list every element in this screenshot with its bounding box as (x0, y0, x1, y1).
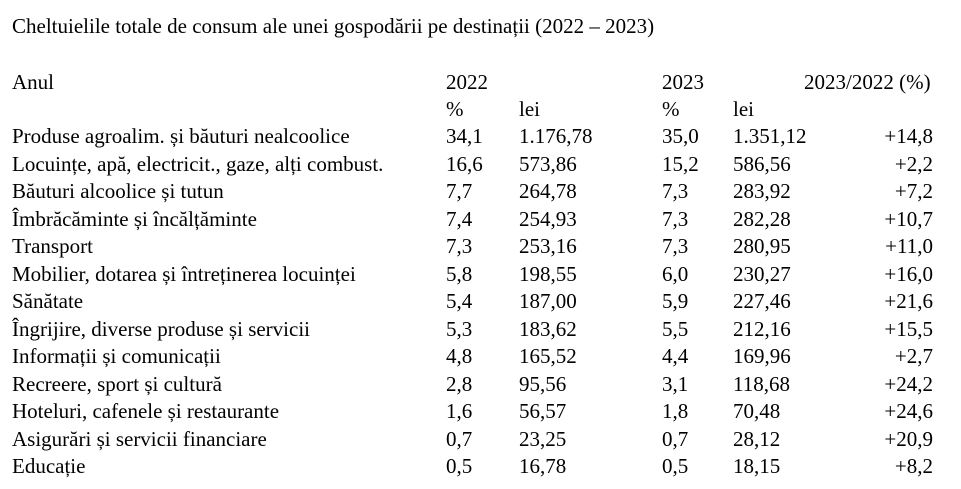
lei-2023-cell: 586,56 (733, 151, 791, 176)
lei-2023-cell: 230,27 (733, 261, 791, 286)
category-name: Sănătate (12, 289, 84, 313)
year-2023-header: 2023 (662, 70, 704, 94)
category-name: Îmbrăcăminte și încălțăminte (12, 206, 257, 231)
category-name: Educație (12, 454, 86, 478)
pct-2022-cell: 16,6 (446, 151, 483, 176)
lei-2022-cell: 198,55 (519, 261, 577, 286)
lei-unit-2023: lei (733, 97, 754, 121)
pct-2022-cell: 4,8 (446, 344, 473, 368)
table-row (12, 178, 933, 206)
change-cell: +14,8 (884, 124, 933, 148)
table-row (12, 371, 933, 399)
category-name: Îngrijire, diverse produse și servicii (12, 316, 310, 341)
category-name: Hoteluri, cafenele și restaurante (12, 399, 280, 423)
pct-2023-cell: 7,3 (662, 206, 689, 231)
lei-2023-cell: 70,48 (733, 399, 781, 423)
change-cell: +2,7 (894, 344, 933, 368)
pct-unit-2022: % (446, 97, 464, 121)
category-name: Produse agroalim. și băuturi nealcoolice (12, 124, 350, 148)
lei-2022-cell: 187,00 (519, 289, 577, 313)
pct-2022-cell: 34,1 (446, 124, 483, 148)
pct-2023-cell: 4,4 (662, 344, 689, 368)
lei-2023-cell: 212,16 (733, 316, 791, 341)
lei-2022-cell: 95,56 (519, 371, 567, 396)
table-row (12, 233, 933, 261)
pct-2022-cell: 2,8 (446, 371, 473, 396)
pct-2022-cell: 7,3 (446, 234, 473, 258)
category-name: Mobilier, dotarea și întreținerea locuinței (12, 261, 356, 286)
lei-2022-cell: 16,78 (519, 454, 567, 478)
lei-2023-cell: 118,68 (733, 371, 790, 396)
table-row (12, 316, 933, 344)
lei-2022-cell: 1.176,78 (519, 124, 593, 148)
change-cell: +10,7 (884, 206, 933, 231)
table-row (12, 426, 933, 454)
expenditure-table-body (12, 123, 933, 481)
change-cell: +15,5 (884, 316, 933, 341)
pct-2022-cell: 5,3 (446, 316, 473, 341)
table-row (12, 343, 933, 371)
change-cell: +11,0 (885, 234, 933, 258)
pct-2023-cell: 5,9 (662, 289, 689, 313)
table-row (12, 453, 933, 481)
page-title: Cheltuielile totale de consum ale unei gospodării pe destinații (2022 – 2023) (12, 14, 655, 38)
change-cell: +24,2 (884, 371, 933, 396)
lei-2023-cell: 282,28 (733, 206, 791, 231)
pct-2023-cell: 7,3 (662, 179, 689, 203)
lei-2023-cell: 1.351,12 (733, 124, 807, 148)
pct-2023-cell: 35,0 (662, 124, 699, 148)
lei-2022-cell: 165,52 (519, 344, 577, 368)
table-row (12, 288, 933, 316)
lei-2022-cell: 56,57 (519, 399, 567, 423)
lei-2023-cell: 18,15 (733, 454, 781, 478)
change-cell: +20,9 (884, 426, 933, 451)
pct-unit-2023: % (662, 97, 680, 121)
table-row (12, 398, 933, 426)
category-name: Locuințe, apă, electricit., gaze, alți combust. (12, 151, 384, 176)
expenditure-table (12, 123, 933, 481)
year-2022-header: 2022 (446, 70, 488, 94)
lei-2022-cell: 253,16 (519, 234, 577, 258)
change-cell: +8,2 (894, 454, 933, 478)
category-name: Asigurări și servicii financiare (12, 426, 267, 451)
lei-2022-cell: 264,78 (519, 179, 577, 203)
pct-2023-cell: 7,3 (662, 234, 689, 258)
lei-2022-cell: 254,93 (519, 206, 577, 231)
table-row (12, 261, 933, 289)
table-row (12, 151, 933, 179)
pct-2023-cell: 0,7 (662, 426, 689, 451)
change-cell: +2,2 (894, 151, 933, 176)
lei-2023-cell: 169,96 (733, 344, 791, 368)
change-header: 2023/2022 (%) (804, 70, 931, 94)
lei-2023-cell: 283,92 (733, 179, 791, 203)
pct-2023-cell: 5,5 (662, 316, 689, 341)
pct-2022-cell: 1,6 (446, 399, 473, 423)
pct-2023-cell: 6,0 (662, 261, 689, 286)
table-row (12, 123, 933, 151)
pct-2023-cell: 3,1 (662, 371, 689, 396)
lei-2022-cell: 23,25 (519, 426, 567, 451)
table-row (12, 206, 933, 234)
lei-2022-cell: 183,62 (519, 316, 577, 341)
year-label-header: Anul (12, 70, 54, 94)
pct-2023-cell: 1,8 (662, 399, 689, 423)
category-name: Transport (12, 234, 93, 258)
pct-2022-cell: 5,8 (446, 261, 473, 286)
pct-2023-cell: 15,2 (662, 151, 699, 176)
change-cell: +24,6 (884, 399, 933, 423)
change-cell: +7,2 (894, 179, 933, 203)
pct-2022-cell: 0,7 (446, 426, 473, 451)
category-name: Băuturi alcoolice și tutun (12, 179, 224, 203)
lei-2023-cell: 28,12 (733, 426, 781, 451)
lei-unit-2022: lei (519, 97, 540, 121)
pct-2023-cell: 0,5 (662, 454, 689, 478)
pct-2022-cell: 0,5 (446, 454, 473, 478)
pct-2022-cell: 7,4 (446, 206, 473, 231)
category-name: Informații și comunicații (12, 344, 221, 368)
category-name: Recreere, sport și cultură (12, 371, 222, 396)
pct-2022-cell: 7,7 (446, 179, 473, 203)
change-cell: +16,0 (884, 261, 933, 286)
lei-2022-cell: 573,86 (519, 151, 577, 176)
change-cell: +21,6 (884, 289, 933, 313)
pct-2022-cell: 5,4 (446, 289, 473, 313)
lei-2023-cell: 227,46 (733, 289, 791, 313)
lei-2023-cell: 280,95 (733, 234, 791, 258)
